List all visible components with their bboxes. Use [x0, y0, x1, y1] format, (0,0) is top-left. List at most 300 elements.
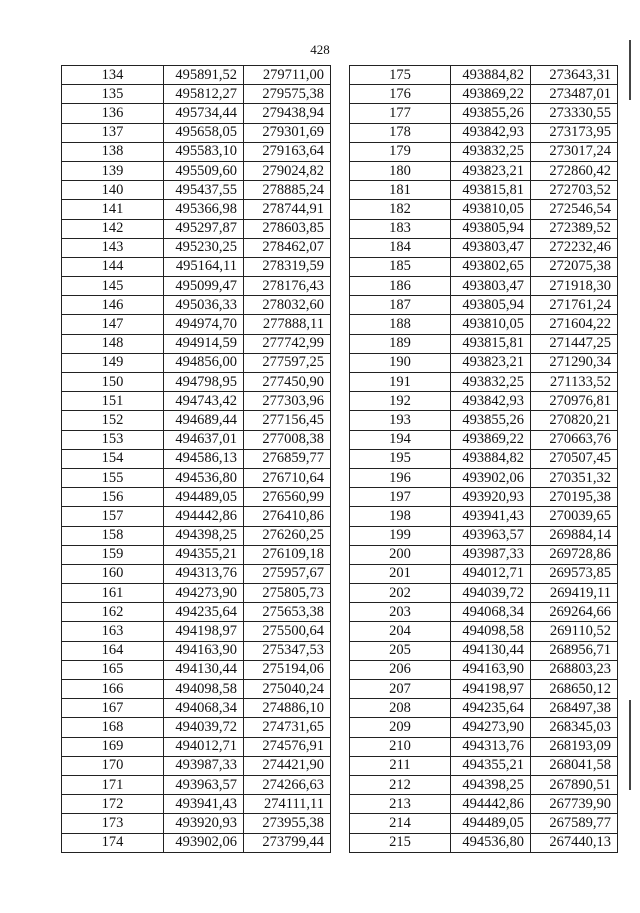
table-row [62, 142, 331, 161]
x-coordinate-cell: 495812,27 [164, 85, 244, 104]
y-coordinate-cell: 276859,77 [244, 449, 331, 468]
x-coordinate-cell: 494068,34 [164, 699, 244, 718]
table-row [62, 104, 331, 123]
point-number-cell: 183 [350, 219, 451, 238]
table-row [350, 257, 618, 276]
x-coordinate-cell: 494039,72 [451, 584, 531, 603]
point-number-cell: 202 [350, 584, 451, 603]
table-row [62, 315, 331, 334]
table-row [350, 526, 618, 545]
x-coordinate-cell: 494163,90 [164, 641, 244, 660]
x-coordinate-cell: 495437,55 [164, 181, 244, 200]
table-row [350, 833, 618, 852]
table-row [350, 353, 618, 372]
y-coordinate-cell: 271918,30 [531, 277, 618, 296]
table-row [350, 737, 618, 756]
y-coordinate-cell: 279163,64 [244, 142, 331, 161]
y-coordinate-cell: 274731,65 [244, 718, 331, 737]
table-row [62, 219, 331, 238]
x-coordinate-cell: 494163,90 [451, 660, 531, 679]
x-coordinate-cell: 494536,80 [164, 468, 244, 487]
x-coordinate-cell: 494313,76 [164, 564, 244, 583]
y-coordinate-cell: 275500,64 [244, 622, 331, 641]
point-number-cell: 207 [350, 680, 451, 699]
point-number-cell: 171 [62, 775, 164, 794]
point-number-cell: 150 [62, 373, 164, 392]
y-coordinate-cell: 279024,82 [244, 161, 331, 180]
x-coordinate-cell: 493884,82 [451, 449, 531, 468]
point-number-cell: 187 [350, 296, 451, 315]
table-row [350, 219, 618, 238]
x-coordinate-cell: 493823,21 [451, 161, 531, 180]
y-coordinate-cell: 270663,76 [531, 430, 618, 449]
table-row [350, 814, 618, 833]
x-coordinate-cell: 494235,64 [164, 603, 244, 622]
table-row [350, 277, 618, 296]
table-row [350, 315, 618, 334]
y-coordinate-cell: 277450,90 [244, 373, 331, 392]
point-number-cell: 151 [62, 392, 164, 411]
table-row [62, 161, 331, 180]
x-coordinate-cell: 494198,97 [164, 622, 244, 641]
y-coordinate-cell: 267589,77 [531, 814, 618, 833]
point-number-cell: 146 [62, 296, 164, 315]
y-coordinate-cell: 278603,85 [244, 219, 331, 238]
point-number-cell: 176 [350, 85, 451, 104]
y-coordinate-cell: 269419,11 [531, 584, 618, 603]
x-coordinate-cell: 493963,57 [164, 775, 244, 794]
x-coordinate-cell: 494398,25 [451, 775, 531, 794]
point-number-cell: 208 [350, 699, 451, 718]
point-number-cell: 141 [62, 200, 164, 219]
x-coordinate-cell: 494012,71 [451, 564, 531, 583]
y-coordinate-cell: 274266,63 [244, 775, 331, 794]
x-coordinate-cell: 493815,81 [451, 181, 531, 200]
table-row [350, 756, 618, 775]
point-number-cell: 177 [350, 104, 451, 123]
point-number-cell: 196 [350, 468, 451, 487]
y-coordinate-cell: 270039,65 [531, 507, 618, 526]
table-row [62, 296, 331, 315]
x-coordinate-cell: 494442,86 [451, 795, 531, 814]
y-coordinate-cell: 274886,10 [244, 699, 331, 718]
y-coordinate-cell: 272075,38 [531, 257, 618, 276]
table-row [350, 775, 618, 794]
y-coordinate-cell: 277156,45 [244, 411, 331, 430]
x-coordinate-cell: 494198,97 [451, 680, 531, 699]
y-coordinate-cell: 271290,34 [531, 353, 618, 372]
x-coordinate-cell: 494398,25 [164, 526, 244, 545]
scan-edge-mark [629, 40, 631, 100]
y-coordinate-cell: 268956,71 [531, 641, 618, 660]
point-number-cell: 174 [62, 833, 164, 852]
point-number-cell: 167 [62, 699, 164, 718]
x-coordinate-cell: 494098,58 [164, 680, 244, 699]
point-number-cell: 200 [350, 545, 451, 564]
y-coordinate-cell: 277303,96 [244, 392, 331, 411]
table-row [62, 660, 331, 679]
table-row [350, 699, 618, 718]
x-coordinate-cell: 494856,00 [164, 353, 244, 372]
x-coordinate-cell: 494689,44 [164, 411, 244, 430]
y-coordinate-cell: 273643,31 [531, 66, 618, 85]
y-coordinate-cell: 278032,60 [244, 296, 331, 315]
point-number-cell: 192 [350, 392, 451, 411]
table-row [350, 373, 618, 392]
point-number-cell: 161 [62, 584, 164, 603]
y-coordinate-cell: 267440,13 [531, 833, 618, 852]
point-number-cell: 154 [62, 449, 164, 468]
x-coordinate-cell: 494273,90 [164, 584, 244, 603]
y-coordinate-cell: 272232,46 [531, 238, 618, 257]
x-coordinate-cell: 495099,47 [164, 277, 244, 296]
table-row [350, 564, 618, 583]
y-coordinate-cell: 276560,99 [244, 488, 331, 507]
point-number-cell: 149 [62, 353, 164, 372]
point-number-cell: 199 [350, 526, 451, 545]
table-row [350, 622, 618, 641]
point-number-cell: 203 [350, 603, 451, 622]
point-number-cell: 181 [350, 181, 451, 200]
table-row [62, 277, 331, 296]
point-number-cell: 188 [350, 315, 451, 334]
point-number-cell: 144 [62, 257, 164, 276]
point-number-cell: 211 [350, 756, 451, 775]
point-number-cell: 194 [350, 430, 451, 449]
y-coordinate-cell: 271133,52 [531, 373, 618, 392]
y-coordinate-cell: 269264,66 [531, 603, 618, 622]
coordinates-table-left [61, 65, 331, 853]
y-coordinate-cell: 273173,95 [531, 123, 618, 142]
x-coordinate-cell: 494743,42 [164, 392, 244, 411]
table-row [350, 584, 618, 603]
point-number-cell: 195 [350, 449, 451, 468]
x-coordinate-cell: 493941,43 [164, 795, 244, 814]
y-coordinate-cell: 273487,01 [531, 85, 618, 104]
point-number-cell: 136 [62, 104, 164, 123]
point-number-cell: 138 [62, 142, 164, 161]
point-number-cell: 185 [350, 257, 451, 276]
y-coordinate-cell: 277888,11 [244, 315, 331, 334]
point-number-cell: 191 [350, 373, 451, 392]
x-coordinate-cell: 493963,57 [451, 526, 531, 545]
y-coordinate-cell: 269884,14 [531, 526, 618, 545]
point-number-cell: 156 [62, 488, 164, 507]
x-coordinate-cell: 493869,22 [451, 430, 531, 449]
y-coordinate-cell: 268041,58 [531, 756, 618, 775]
x-coordinate-cell: 493810,05 [451, 315, 531, 334]
table-row [350, 161, 618, 180]
y-coordinate-cell: 279301,69 [244, 123, 331, 142]
y-coordinate-cell: 268193,09 [531, 737, 618, 756]
y-coordinate-cell: 275653,38 [244, 603, 331, 622]
table-row [62, 603, 331, 622]
table-row [350, 449, 618, 468]
y-coordinate-cell: 272860,42 [531, 161, 618, 180]
point-number-cell: 162 [62, 603, 164, 622]
y-coordinate-cell: 277008,38 [244, 430, 331, 449]
table-row [62, 584, 331, 603]
point-number-cell: 165 [62, 660, 164, 679]
table-row [350, 795, 618, 814]
x-coordinate-cell: 493832,25 [451, 142, 531, 161]
x-coordinate-cell: 493805,94 [451, 296, 531, 315]
table-row [62, 526, 331, 545]
y-coordinate-cell: 276710,64 [244, 468, 331, 487]
table-row [350, 660, 618, 679]
point-number-cell: 145 [62, 277, 164, 296]
x-coordinate-cell: 493832,25 [451, 373, 531, 392]
table-row [350, 85, 618, 104]
table-row [350, 142, 618, 161]
x-coordinate-cell: 494489,05 [451, 814, 531, 833]
table-row [62, 257, 331, 276]
y-coordinate-cell: 267739,90 [531, 795, 618, 814]
table-row [62, 430, 331, 449]
table-row [350, 545, 618, 564]
table-row [62, 795, 331, 814]
y-coordinate-cell: 272389,52 [531, 219, 618, 238]
x-coordinate-cell: 493815,81 [451, 334, 531, 353]
y-coordinate-cell: 274576,91 [244, 737, 331, 756]
x-coordinate-cell: 493902,06 [164, 833, 244, 852]
point-number-cell: 215 [350, 833, 451, 852]
y-coordinate-cell: 278885,24 [244, 181, 331, 200]
point-number-cell: 172 [62, 795, 164, 814]
point-number-cell: 175 [350, 66, 451, 85]
x-coordinate-cell: 494586,13 [164, 449, 244, 468]
table-row [350, 488, 618, 507]
x-coordinate-cell: 494798,95 [164, 373, 244, 392]
table-row [62, 564, 331, 583]
point-number-cell: 155 [62, 468, 164, 487]
x-coordinate-cell: 493805,94 [451, 219, 531, 238]
x-coordinate-cell: 494313,76 [451, 737, 531, 756]
x-coordinate-cell: 493941,43 [451, 507, 531, 526]
x-coordinate-cell: 495509,60 [164, 161, 244, 180]
x-coordinate-cell: 494068,34 [451, 603, 531, 622]
x-coordinate-cell: 493920,93 [164, 814, 244, 833]
x-coordinate-cell: 494442,86 [164, 507, 244, 526]
point-number-cell: 206 [350, 660, 451, 679]
point-number-cell: 180 [350, 161, 451, 180]
y-coordinate-cell: 278462,07 [244, 238, 331, 257]
y-coordinate-cell: 271761,24 [531, 296, 618, 315]
x-coordinate-cell: 493803,47 [451, 277, 531, 296]
x-coordinate-cell: 495583,10 [164, 142, 244, 161]
table-row [350, 181, 618, 200]
table-row [62, 507, 331, 526]
point-number-cell: 135 [62, 85, 164, 104]
point-number-cell: 210 [350, 737, 451, 756]
table-row [62, 641, 331, 660]
table-row [62, 238, 331, 257]
table-row [62, 468, 331, 487]
point-number-cell: 178 [350, 123, 451, 142]
x-coordinate-cell: 494536,80 [451, 833, 531, 852]
y-coordinate-cell: 279438,94 [244, 104, 331, 123]
table-row [62, 756, 331, 775]
x-coordinate-cell: 495036,33 [164, 296, 244, 315]
point-number-cell: 214 [350, 814, 451, 833]
x-coordinate-cell: 493884,82 [451, 66, 531, 85]
point-number-cell: 168 [62, 718, 164, 737]
y-coordinate-cell: 272703,52 [531, 181, 618, 200]
x-coordinate-cell: 493920,93 [451, 488, 531, 507]
point-number-cell: 190 [350, 353, 451, 372]
table-row [350, 507, 618, 526]
point-number-cell: 164 [62, 641, 164, 660]
table-row [350, 411, 618, 430]
x-coordinate-cell: 494489,05 [164, 488, 244, 507]
x-coordinate-cell: 493987,33 [164, 756, 244, 775]
table-row [62, 66, 331, 85]
x-coordinate-cell: 494012,71 [164, 737, 244, 756]
x-coordinate-cell: 495734,44 [164, 104, 244, 123]
y-coordinate-cell: 270195,38 [531, 488, 618, 507]
y-coordinate-cell: 270351,32 [531, 468, 618, 487]
y-coordinate-cell: 272546,54 [531, 200, 618, 219]
table-row [62, 411, 331, 430]
x-coordinate-cell: 495164,11 [164, 257, 244, 276]
y-coordinate-cell: 278319,59 [244, 257, 331, 276]
table-row [350, 392, 618, 411]
y-coordinate-cell: 267890,51 [531, 775, 618, 794]
point-number-cell: 201 [350, 564, 451, 583]
table-row [62, 200, 331, 219]
y-coordinate-cell: 275040,24 [244, 680, 331, 699]
table-row [62, 680, 331, 699]
y-coordinate-cell: 273955,38 [244, 814, 331, 833]
y-coordinate-cell: 269110,52 [531, 622, 618, 641]
x-coordinate-cell: 493823,21 [451, 353, 531, 372]
y-coordinate-cell: 277742,99 [244, 334, 331, 353]
table-row [350, 238, 618, 257]
table-row [62, 699, 331, 718]
point-number-cell: 137 [62, 123, 164, 142]
x-coordinate-cell: 495658,05 [164, 123, 244, 142]
point-number-cell: 182 [350, 200, 451, 219]
y-coordinate-cell: 278176,43 [244, 277, 331, 296]
y-coordinate-cell: 268497,38 [531, 699, 618, 718]
table-row [350, 680, 618, 699]
x-coordinate-cell: 494355,21 [451, 756, 531, 775]
y-coordinate-cell: 269573,85 [531, 564, 618, 583]
x-coordinate-cell: 494130,44 [164, 660, 244, 679]
point-number-cell: 169 [62, 737, 164, 756]
y-coordinate-cell: 276109,18 [244, 545, 331, 564]
y-coordinate-cell: 276260,25 [244, 526, 331, 545]
x-coordinate-cell: 495366,98 [164, 200, 244, 219]
point-number-cell: 163 [62, 622, 164, 641]
x-coordinate-cell: 494273,90 [451, 718, 531, 737]
point-number-cell: 186 [350, 277, 451, 296]
x-coordinate-cell: 495230,25 [164, 238, 244, 257]
point-number-cell: 197 [350, 488, 451, 507]
x-coordinate-cell: 493902,06 [451, 468, 531, 487]
point-number-cell: 134 [62, 66, 164, 85]
x-coordinate-cell: 493810,05 [451, 200, 531, 219]
point-number-cell: 158 [62, 526, 164, 545]
point-number-cell: 184 [350, 238, 451, 257]
y-coordinate-cell: 269728,86 [531, 545, 618, 564]
y-coordinate-cell: 270820,21 [531, 411, 618, 430]
x-coordinate-cell: 494974,70 [164, 315, 244, 334]
y-coordinate-cell: 279575,38 [244, 85, 331, 104]
x-coordinate-cell: 493855,26 [451, 104, 531, 123]
x-coordinate-cell: 494130,44 [451, 641, 531, 660]
y-coordinate-cell: 271604,22 [531, 315, 618, 334]
y-coordinate-cell: 277597,25 [244, 353, 331, 372]
x-coordinate-cell: 494914,59 [164, 334, 244, 353]
y-coordinate-cell: 271447,25 [531, 334, 618, 353]
x-coordinate-cell: 493803,47 [451, 238, 531, 257]
x-coordinate-cell: 495297,87 [164, 219, 244, 238]
x-coordinate-cell: 493855,26 [451, 411, 531, 430]
point-number-cell: 139 [62, 161, 164, 180]
x-coordinate-cell: 493802,65 [451, 257, 531, 276]
table-row [62, 775, 331, 794]
point-number-cell: 153 [62, 430, 164, 449]
table-row [350, 123, 618, 142]
x-coordinate-cell: 493869,22 [451, 85, 531, 104]
x-coordinate-cell: 494637,01 [164, 430, 244, 449]
y-coordinate-cell: 273330,55 [531, 104, 618, 123]
x-coordinate-cell: 495891,52 [164, 66, 244, 85]
table-row [62, 814, 331, 833]
point-number-cell: 147 [62, 315, 164, 334]
scan-edge-mark [629, 700, 631, 790]
point-number-cell: 142 [62, 219, 164, 238]
point-number-cell: 140 [62, 181, 164, 200]
point-number-cell: 157 [62, 507, 164, 526]
table-row [350, 603, 618, 622]
x-coordinate-cell: 494235,64 [451, 699, 531, 718]
table-row [62, 181, 331, 200]
point-number-cell: 170 [62, 756, 164, 775]
point-number-cell: 152 [62, 411, 164, 430]
point-number-cell: 143 [62, 238, 164, 257]
point-number-cell: 189 [350, 334, 451, 353]
point-number-cell: 209 [350, 718, 451, 737]
x-coordinate-cell: 494098,58 [451, 622, 531, 641]
table-row [350, 468, 618, 487]
table-row [350, 104, 618, 123]
y-coordinate-cell: 268650,12 [531, 680, 618, 699]
table-row [62, 488, 331, 507]
table-row [62, 373, 331, 392]
y-coordinate-cell: 275957,67 [244, 564, 331, 583]
y-coordinate-cell: 270507,45 [531, 449, 618, 468]
y-coordinate-cell: 268803,23 [531, 660, 618, 679]
y-coordinate-cell: 273799,44 [244, 833, 331, 852]
point-number-cell: 159 [62, 545, 164, 564]
y-coordinate-cell: 275194,06 [244, 660, 331, 679]
table-row [62, 85, 331, 104]
point-number-cell: 213 [350, 795, 451, 814]
table-row [62, 123, 331, 142]
x-coordinate-cell: 493842,93 [451, 392, 531, 411]
point-number-cell: 160 [62, 564, 164, 583]
y-coordinate-cell: 275347,53 [244, 641, 331, 660]
table-row [62, 545, 331, 564]
table-row [62, 449, 331, 468]
x-coordinate-cell: 494355,21 [164, 545, 244, 564]
table-row [62, 353, 331, 372]
y-coordinate-cell: 268345,03 [531, 718, 618, 737]
table-row [62, 718, 331, 737]
point-number-cell: 193 [350, 411, 451, 430]
